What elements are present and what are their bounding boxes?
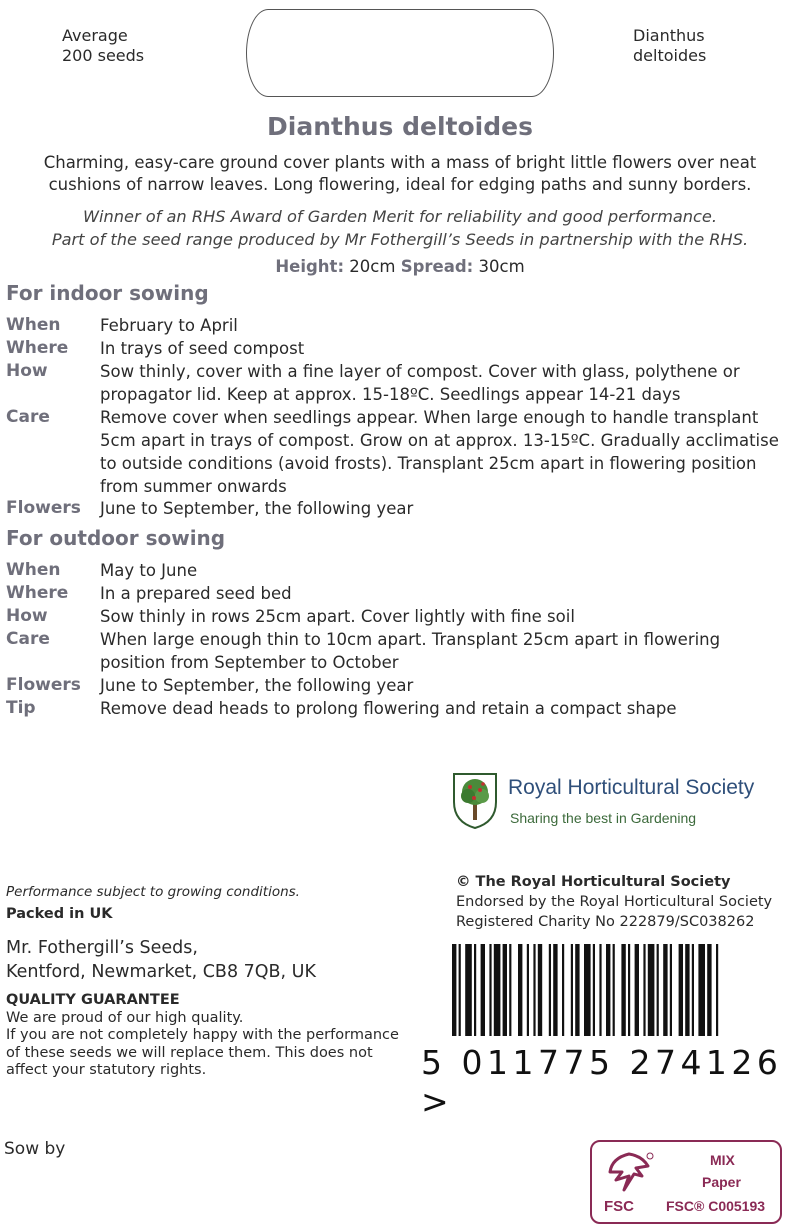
fsc-tree-icon	[602, 1150, 656, 1202]
rhs-logo-tagline: Sharing the best in Gardening	[510, 810, 697, 826]
guarantee-title: QUALITY GUARANTEE	[6, 992, 180, 1008]
row-label: Where	[6, 338, 69, 358]
row-label: Care	[6, 407, 50, 427]
endorsed-line: Endorsed by the Royal Horticultural Society	[456, 894, 773, 910]
row-value: Remove cover when seedlings appear. When large enough to handle transplant 5cm apart in trays of compost. Grow on at approx. 13-15ºC. Gradually acclimatise to outside conditions (avoid frosts). Transplant 25cm apart in flowering position from summer onwards	[100, 408, 779, 496]
address-line1: Mr. Fothergill’s Seeds,	[6, 938, 198, 958]
supplier-address	[6, 936, 316, 984]
row-value: June to September, the following year	[100, 499, 414, 518]
address-line2: Kentford, Newmarket, CB8 7QB, UK	[6, 962, 316, 982]
row-value: Sow thinly in rows 25cm apart. Cover lightly with fine soil	[100, 607, 575, 626]
fsc-logo-text: FSC	[604, 1198, 634, 1215]
height-value: 20cm	[349, 257, 396, 276]
row-value: In a prepared seed bed	[100, 584, 292, 603]
sow-date-window	[246, 9, 554, 97]
plant-dimensions	[0, 257, 800, 276]
rhs-note	[10, 205, 790, 251]
guarantee-line3: of these seeds we will replace them. This does not	[6, 1044, 373, 1061]
page-title: Dianthus deltoides	[267, 112, 533, 141]
indoor-heading: For indoor sowing	[6, 281, 209, 305]
row-label: Where	[6, 583, 69, 603]
intro-text: Charming, easy-care ground cover plants with a mass of bright little flowers over neat cushions of narrow leaves. Long flowering, ideal for edging paths and sunny borders.	[43, 153, 757, 194]
seed-count-line2: 200 seeds	[62, 46, 145, 65]
row-value: When large enough thin to 10cm apart. Transplant 25cm apart in flowering position from September to October	[100, 630, 721, 672]
row-value: Remove dead heads to prolong flowering and retain a compact shape	[100, 699, 677, 718]
packed-in: Packed in UK	[6, 906, 113, 922]
performance-note: Performance subject to growing conditions.	[6, 884, 300, 900]
row-label: How	[6, 361, 48, 381]
seed-count-line1: Average	[62, 26, 128, 45]
guarantee-line4: affect your statutory rights.	[6, 1062, 207, 1078]
row-label: Flowers	[6, 675, 81, 695]
row-label: Tip	[6, 698, 36, 718]
seed-count	[62, 26, 144, 66]
fsc-code: FSC® C005193	[666, 1198, 766, 1214]
sow-by-label: Sow by	[4, 1139, 66, 1159]
fsc-mix: MIX	[710, 1152, 735, 1168]
species-line1: Dianthus	[633, 26, 705, 45]
rhs-note-line2: Part of the seed range produced by Mr Fothergill’s Seeds in partnership with the RHS.	[51, 230, 749, 249]
row-label: When	[6, 315, 61, 335]
spread-label: Spread:	[400, 257, 474, 276]
charity-line: Registered Charity No 222879/SC038262	[456, 914, 755, 930]
row-label: How	[6, 606, 48, 626]
guarantee-line1: We are proud of our high quality.	[6, 1009, 244, 1026]
barcode-number: 5 011775 274126 >	[421, 1043, 783, 1121]
species-line2: deltoides	[633, 46, 707, 65]
rhs-copyright	[456, 872, 772, 932]
height-label: Height:	[275, 257, 345, 276]
copyright-line: © The Royal Horticultural Society	[456, 874, 731, 890]
fsc-label	[590, 1140, 782, 1224]
rhs-note-line1: Winner of an RHS Award of Garden Merit for reliability and good performance.	[82, 207, 718, 226]
row-label: When	[6, 560, 61, 580]
row-value: February to April	[100, 316, 238, 335]
tree-icon	[452, 768, 498, 834]
row-value: Sow thinly, cover with a fine layer of compost. Cover with glass, polythene or propagator lid. Keep at approx. 15-18ºC. Seedlings appear 14-21 days	[100, 362, 740, 404]
spread-value: 30cm	[478, 257, 525, 276]
quality-guarantee	[6, 992, 406, 1080]
row-value: May to June	[100, 561, 198, 580]
rhs-logo-name: Royal Horticultural Society	[508, 776, 755, 799]
row-value: June to September, the following year	[100, 676, 414, 695]
guarantee-line2: If you are not completely happy with the performance	[6, 1027, 399, 1043]
row-value: In trays of seed compost	[100, 339, 305, 358]
row-label: Care	[6, 629, 50, 649]
species-name	[633, 26, 706, 66]
outdoor-heading: For outdoor sowing	[6, 526, 226, 550]
row-label: Flowers	[6, 498, 81, 518]
fsc-paper: Paper	[702, 1174, 741, 1190]
